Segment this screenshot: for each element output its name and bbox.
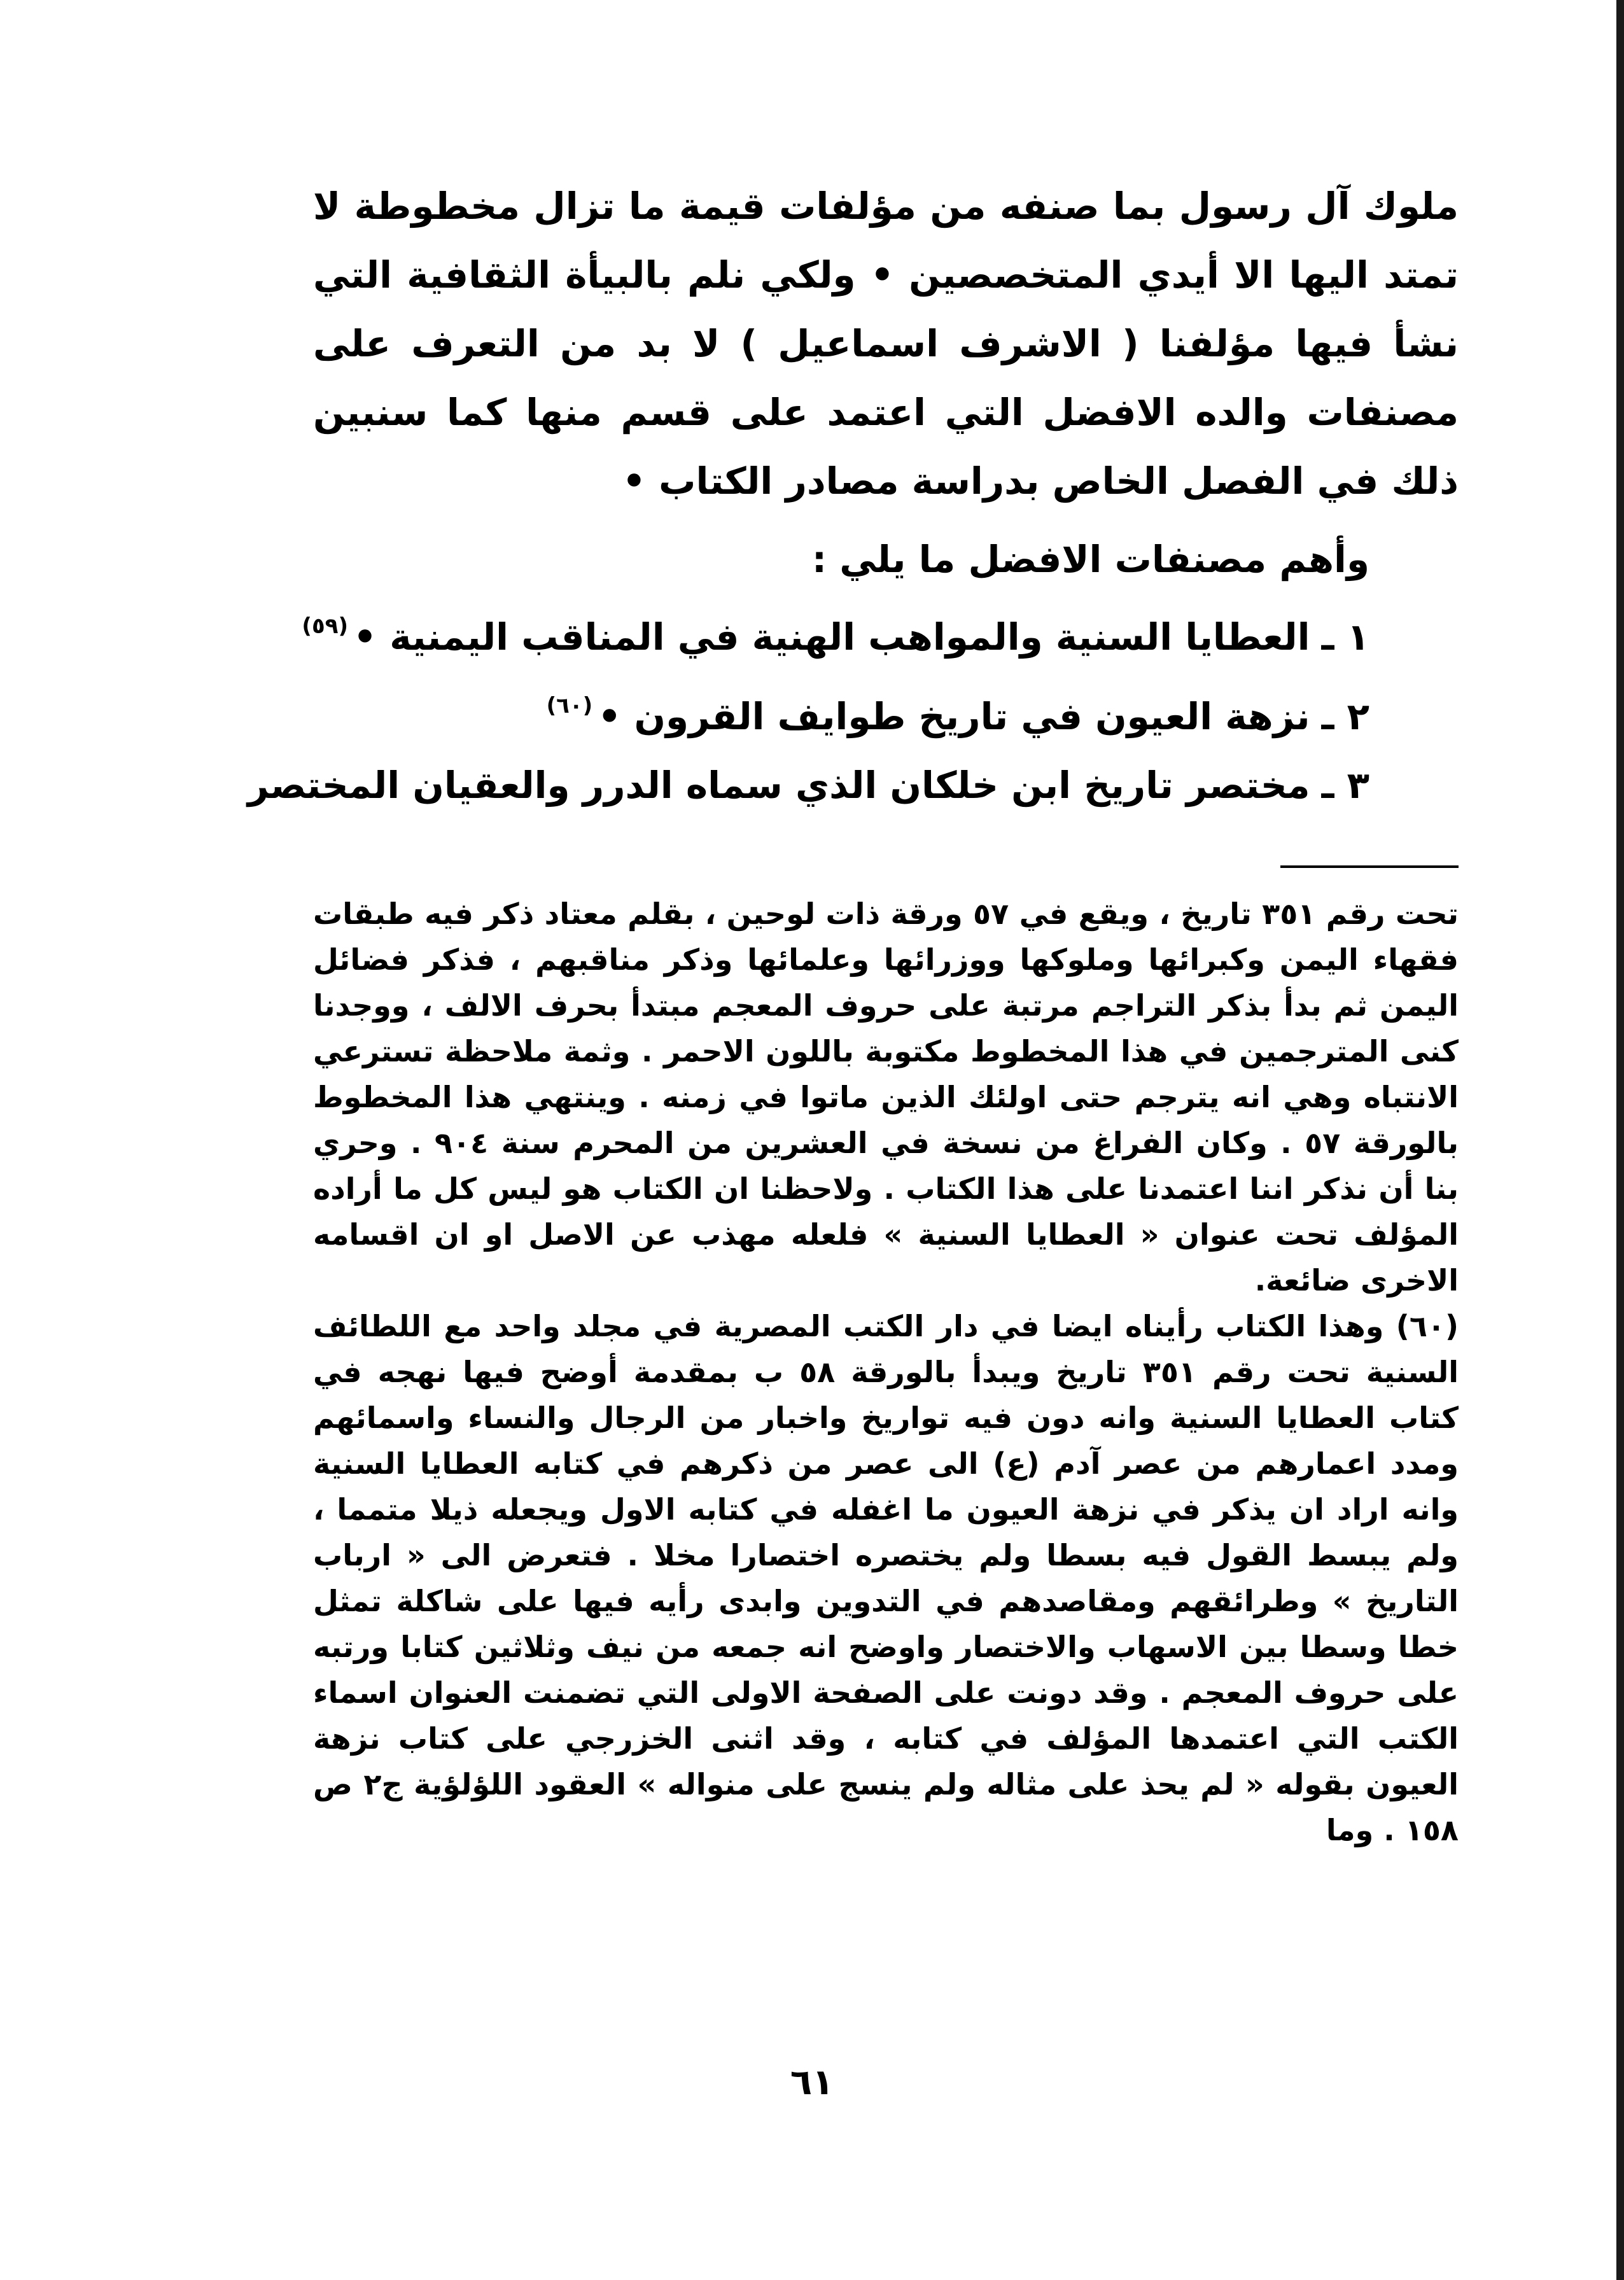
body-paragraph: ملوك آل رسول بما صنفه من مؤلفات قيمة ما تزال مخطوطة لا تمتد اليها الا أيدي المتخصصين • ولكي نلم بالبيأة الثقافية التي نشأ فيها مؤلفنا ( الاشرف اسماعيل ) لا بد من التعرف على مصنفات والده الافضل التي اعتمد على قسم منها كما سنبين ذلك في الفصل الخاص بدراسة مصادر الكتاب • [313, 185, 1459, 503]
list-item [288, 671, 1369, 751]
footnote-60: (٦٠) وهذا الكتاب رأيناه ايضا في دار الكتب المصرية في مجلد واحد مع اللطائف السنية تحت رقم ٣٥١ تاريخ ويبدأ بالورقة ٥٨ ب بمقدمة أوضح فيها نهجه في كتاب العطايا السنية وانه دون فيه تواريخ واخبار من الرجال والنساء واسمائهم ومدد اعمارهم من عصر آدم (ع) الى عصر من ذكرهم في كتابه العطايا السنية وانه اراد ان يذكر في نزهة العيون ما اغفله في كتابه الاول ويجعله ذيلا متمما ، ولم يبسط القول فيه بسطا ولم يختصره اختصارا مخلا . فتعرض الى « ارباب التاريخ » وطرائقهم ومقاصدهم في التدوين وابدى رأيه فيها على شاكلة تمثل خطا وسطا بين الاسهاب والاختصار واوضح انه جمعه من نيف وثلاثين كتابا ورتبه على حروف المعجم . وقد دونت على الصفحة الاولى التي تضمنت العنوان اسماء الكتب التي اعتمدها المؤلف في كتابه ، وقد اثنى الخزرجي على كتاب نزهة العيون بقوله « لم يحذ على مثاله ولم ينسج على منواله » العقود اللؤلؤية ج٢ ص ١٥٨ . وما [313, 1309, 1459, 1847]
main-paragraph [313, 172, 1459, 515]
list-item-text: العطايا السنية والمواهب الهنية في المناقب اليمنية • [353, 615, 1310, 659]
page-edge-border [1616, 0, 1624, 2280]
works-list [247, 592, 1369, 820]
footnote-59: تحت رقم ٣٥١ تاريخ ، ويقع في ٥٧ ورقة ذات لوحين ، بقلم معتاد ذكر فيه طبقات فقهاء اليمن وكبرائها وملوكها ووزرائها وعلمائها وذكر مناقبهم ، فذكر فضائل اليمن ثم بدأ بذكر التراجم مرتبة على حروف المعجم مبتدأ بحرف الالف ، ووجدنا كنى المترجمين في هذا المخطوط مكتوبة باللون الاحمر . وثمة ملاحظة تسترعي الانتباه وهي انه يترجم حتى اولئك الذين ماتوا في زمنه . وينتهي هذا المخطوط بالورقة ٥٧ . وكان الفراغ من نسخة في العشرين من المحرم سنة ٩٠٤ . وحري بنا أن نذكر اننا اعتمدنا على هذا الكتاب . ولاحظنا ان الكتاب هو ليس كل ما أراده المؤلف تحت عنوان « العطايا السنية » فلعله مهذب عن الاصل او ان اقسامه الاخرى ضائعة. [313, 897, 1459, 1297]
list-item [247, 751, 1369, 820]
footnotes [313, 891, 1459, 1853]
list-item-number: ٢ ـ [1321, 695, 1369, 738]
list-intro: وأهم مصنفات الافضل ما يلي : [811, 538, 1369, 581]
list-item-text: نزهة العيون في تاريخ طوايف القرون • [598, 695, 1310, 738]
list-item-text: مختصر تاريخ ابن خلكان الذي سماه الدرر والعقيان المختصر [247, 764, 1310, 807]
page-number: ٦١ [790, 2062, 834, 2103]
list-item-number: ٣ ـ [1321, 764, 1369, 807]
list-item-number: ١ ـ [1321, 615, 1369, 659]
footnote-divider [1280, 865, 1459, 868]
footnote-ref: (٥٩) [302, 613, 348, 639]
footnote-ref: (٦٠) [546, 693, 593, 718]
list-item [288, 592, 1369, 671]
